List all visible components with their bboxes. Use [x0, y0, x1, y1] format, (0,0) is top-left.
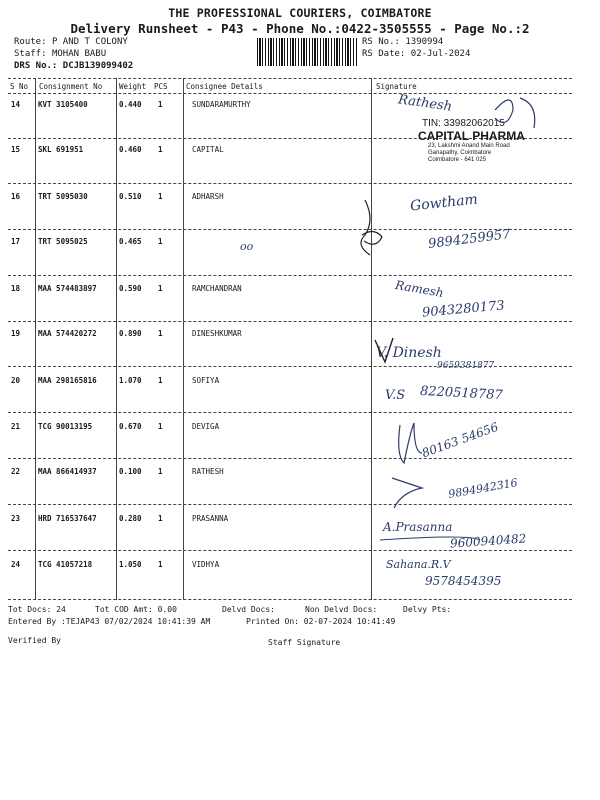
row-consignee: SUNDARAMURTHY: [192, 100, 251, 109]
delivery-points: Delvy Pts:: [403, 605, 452, 614]
row-consignment: HRD 716537647: [38, 514, 97, 523]
row-pcs: 1: [158, 192, 163, 201]
col-header-consignee: Consignee Details: [186, 82, 263, 91]
row-weight: 0.100: [119, 467, 142, 476]
entered-by: Entered By :TEJAP43 07/02/2024 10:41:39 AM: [8, 617, 211, 626]
row-weight: 0.890: [119, 329, 142, 338]
rs-date-value: 02-Jul-2024: [410, 49, 471, 59]
row-consignment: MAA 298165816: [38, 376, 97, 385]
stamp-address-1: 23, Lakshmi Anand Main Road: [428, 143, 510, 149]
row-weight: 0.670: [119, 422, 142, 431]
signature-row-22: 9894942316: [447, 476, 519, 501]
signature-row-23-name: A.Prasanna: [383, 520, 453, 534]
verified-by: Verified By: [8, 636, 61, 645]
row-consignee: DINESHKUMAR: [192, 329, 242, 338]
total-cod: Tot COD Amt: 0.00: [95, 605, 177, 614]
route-line: Route: P AND T COLONY: [14, 37, 128, 47]
row-consignee: RATHESH: [192, 467, 224, 476]
row-weight: 1.070: [119, 376, 142, 385]
row-consignee: SOFIYA: [192, 376, 220, 385]
col-header-weight: Weight: [119, 82, 147, 91]
row-weight: 1.050: [119, 560, 142, 569]
row-sno: 17: [11, 237, 21, 246]
signature-row-14: Rathesh: [397, 92, 453, 115]
rs-no-value: 1390994: [405, 37, 444, 47]
signature-row-16: Gowtham: [409, 191, 479, 215]
row-sno: 16: [11, 192, 21, 201]
signature-row-19-phone: 9659381877: [437, 361, 495, 371]
signature-stroke: [520, 98, 535, 128]
row-consignee: DEVIGA: [192, 422, 220, 431]
col-header-consignment: Consignment No: [39, 82, 103, 91]
staff-line: Staff: MOHAN BABU: [14, 49, 107, 59]
staff-signature: Staff Signature: [268, 638, 341, 647]
row-pcs: 1: [158, 237, 163, 246]
signature-stroke: [392, 478, 422, 508]
row-sno: 22: [11, 467, 21, 476]
signature-row-17: 9894259957: [427, 227, 512, 252]
drs-value: DCJB139099402: [62, 61, 134, 71]
row-consignment: MAA 574483897: [38, 284, 97, 293]
row-weight: 0.440: [119, 100, 142, 109]
signature-stroke: [362, 231, 382, 244]
col-header-pcs: PCS: [154, 82, 168, 91]
signature-row-21: 80163 54656: [420, 419, 501, 461]
row-pcs: 1: [158, 376, 163, 385]
row-pcs: 1: [158, 284, 163, 293]
row-sno: 24: [11, 560, 21, 569]
signature-row-18-phone: 9043280173: [421, 298, 506, 321]
stamp-name: CAPITAL PHARMA: [418, 129, 525, 143]
signature-row-19-name: V. Dinesh: [376, 345, 442, 361]
row-weight: 0.280: [119, 514, 142, 523]
row-consignment: KVT 3105400: [38, 100, 88, 109]
signature-stroke: [380, 537, 480, 540]
rs-date-line: RS Date: 02-Jul-2024: [362, 49, 471, 59]
row-consignee: PRASANNA: [192, 514, 229, 523]
signature-row-23-phone: 9600940482: [449, 531, 527, 551]
row-weight: 0.465: [119, 237, 142, 246]
row-pcs: 1: [158, 467, 163, 476]
row-consignee: VIDHYA: [192, 560, 220, 569]
non-delivered-docs: Non Delvd Docs:: [305, 605, 378, 614]
col-header-sno: S No: [10, 82, 29, 91]
row-consignment: MAA 866414937: [38, 467, 97, 476]
stamp-tin: TIN: 33982062015: [422, 118, 505, 129]
row-consignment: TCG 90013195: [38, 422, 93, 431]
row-pcs: 1: [158, 145, 163, 154]
route-value: P AND T COLONY: [51, 37, 128, 47]
row-sno: 21: [11, 422, 21, 431]
signature-row-24-phone: 9578454395: [425, 574, 502, 588]
row-pcs: 1: [158, 514, 163, 523]
delivered-docs: Delvd Docs:: [222, 605, 275, 614]
row-sno: 23: [11, 514, 21, 523]
row-consignment: TRT 5095030: [38, 192, 88, 201]
signature-stroke: [495, 100, 513, 123]
row-pcs: 1: [158, 329, 163, 338]
row-weight: 0.510: [119, 192, 142, 201]
signature-row-20-name: V.S: [385, 388, 406, 403]
signature-stroke: [375, 338, 393, 362]
row-consignee: RAMCHANDRAN: [192, 284, 242, 293]
row-pcs: 1: [158, 422, 163, 431]
signature-stroke: [399, 423, 422, 463]
runsheet-title: Delivery Runsheet - P43 - Phone No.:0422-3505555 - Page No.:2: [70, 21, 530, 36]
company-name: THE PROFESSIONAL COURIERS, COIMBATORE: [168, 6, 432, 20]
row-consignment: TRT 5095025: [38, 237, 88, 246]
row-pcs: 1: [158, 560, 163, 569]
signature-row-24-name: Sahana.R.V: [386, 558, 451, 571]
row-weight: 0.590: [119, 284, 142, 293]
staff-value: MOHAN BABU: [51, 49, 107, 59]
row-consignment: SKL 691951: [38, 145, 84, 154]
signature-row-18-name: Ramesh: [394, 277, 445, 301]
drs-line: DRS No.: DCJB139099402: [14, 61, 134, 71]
row-sno: 20: [11, 376, 21, 385]
row-pcs: 1: [158, 100, 163, 109]
row-consignment: TCG 41057218: [38, 560, 93, 569]
row-weight: 0.460: [119, 145, 142, 154]
row-sno: 15: [11, 145, 21, 154]
signature-row-20-phone: 8220518787: [419, 383, 504, 404]
total-docs: Tot Docs: 24: [8, 605, 66, 614]
row-consignee: CAPITAL: [192, 145, 224, 154]
stamp-address-2: Ganapathy, Coimbatore: [428, 150, 492, 156]
row-sno: 18: [11, 284, 21, 293]
stamp-address-3: Coimbatore - 641 025: [428, 157, 487, 163]
rs-no-line: RS No.: 1390994: [362, 37, 444, 47]
col-header-signature: Signature: [376, 82, 417, 91]
row-sno: 19: [11, 329, 21, 338]
signature-stroke: [361, 200, 370, 255]
row-consignment: MAA 574420272: [38, 329, 97, 338]
printed-on: Printed On: 02-07-2024 10:41:49: [246, 617, 396, 626]
row-consignee: ADHARSH: [192, 192, 224, 201]
mark-row-17: oo: [240, 240, 254, 253]
row-sno: 14: [11, 100, 21, 109]
